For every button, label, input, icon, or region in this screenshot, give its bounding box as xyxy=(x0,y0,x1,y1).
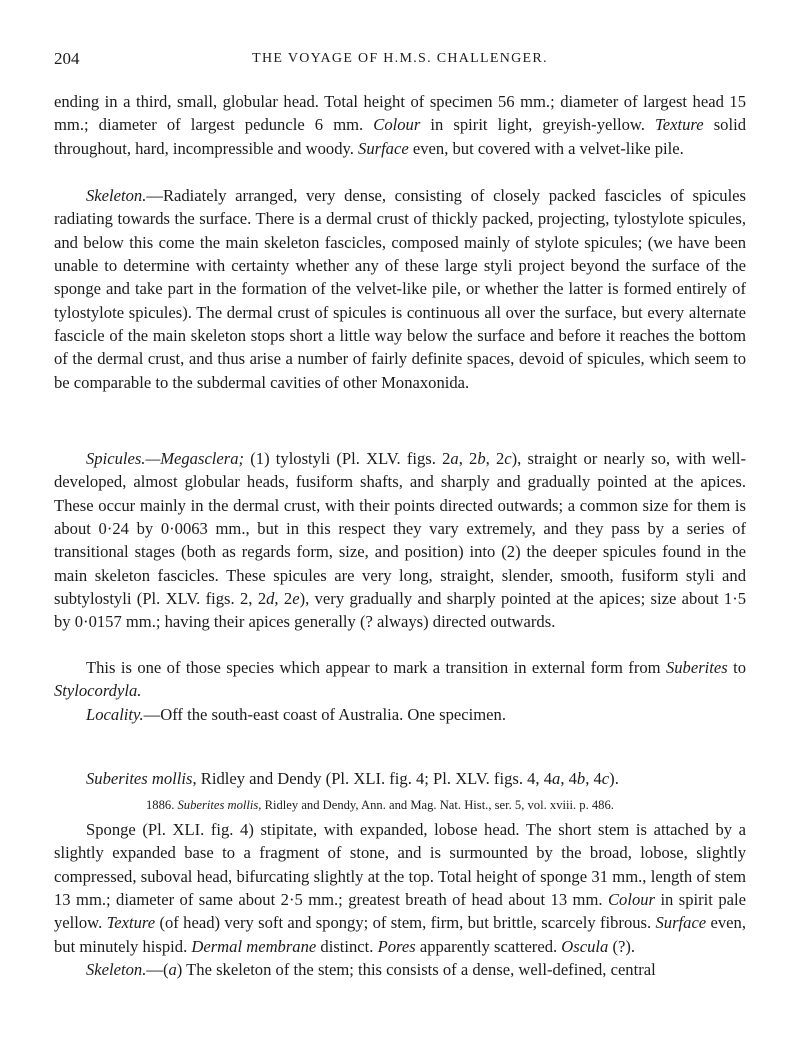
skeleton-label: Skeleton. xyxy=(86,186,147,205)
dermal-membrane-label: Dermal membrane xyxy=(191,936,317,956)
surface-label: Surface xyxy=(655,913,707,933)
spicules-label: Spicules.—Megasclera; xyxy=(86,449,245,468)
pores-label: Pores xyxy=(377,936,416,956)
texture-label: Texture xyxy=(655,115,704,135)
oscula-label: Oscula xyxy=(561,936,609,956)
locality-label: Locality. xyxy=(86,705,144,724)
colour-label: Colour xyxy=(373,115,421,135)
species-heading: Suberites mollis, Ridley and Dendy (Pl. XLI. fig. 4; Pl. XLV. figs. 4, 4a, 4b, 4c). xyxy=(86,769,619,788)
synonymy-citation: 1886. Suberites mollis, Ridley and Dendy, Ann. and Mag. Nat. Hist., ser. 5, vol. xviii. p. 486. xyxy=(146,798,614,812)
page-number: 204 xyxy=(54,49,80,68)
skeleton-paragraph: Skeleton.—Radiately arranged, very dense, consisting of closely packed fascicles of spicules radiating towards the surface. There is a dermal crust of thickly packed, projecting, tylostylote spicules, and below this come the main skeleton fascicles, composed mainly of stylote spicules; (we have been unable to determine with certainty whether any of these large styli project beyond the surface of the sponge and take part in the formation of the velvet-like pile, or whether the latter is formed entirely of tylostylote spicules). The dermal crust of spicules is continuous all over the surface, but every alternate fascicle of the main skeleton stops short a little way below the surface and before it reaches the bottom of the dermal crust, and thus arise a number of fairly definite spaces, devoid of spicules, which seem to be comparable to the subdermal cavities of other Monaxonida. xyxy=(54,186,746,392)
page-header xyxy=(54,49,746,73)
genus-suberites: Suberites xyxy=(665,658,728,677)
running-head: THE VOYAGE OF H.M.S. CHALLENGER. xyxy=(252,51,548,66)
texture-label: Texture xyxy=(106,913,156,933)
skeleton-label: Skeleton. xyxy=(86,960,147,980)
colour-label: Colour xyxy=(607,890,655,910)
locality-paragraph: Locality.—Off the south-east coast of Australia. One specimen. xyxy=(86,705,506,724)
genus-stylocordyla: Stylocordyla. xyxy=(54,681,142,701)
species-name: Suberites mollis xyxy=(86,769,193,788)
species-description-paragraph: Sponge (Pl. XLI. fig. 4) stipitate, with expanded, lobose head. The short stem is attached by a slightly expanded base to a fragment of stone, and is surmounted by the broad, lobose, slightly compressed, suboval head, bifurcating slightly at the top. Total height of sponge 31 mm., length of stem 13 mm.; diameter of same about 2·5 mm.; greatest breath of head about 13 mm. Colour in spirit pale yellow. Texture (of head) very soft and spongy; of stem, firm, but brittle, scarcely fibrous. Surface even, but minutely hispid. Dermal membrane distinct. Pores apparently scattered. Oscula (?). Skeleton.—(a) The skeleton of the stem; this consists of a dense, well-defined, central xyxy=(54,820,746,980)
transition-paragraph: This is one of those species which appear to mark a transition in external form from Suberites to Stylocordyla. xyxy=(54,658,746,701)
specimen-description-paragraph: ending in a third, small, globular head. Total height of specimen 56 mm.; diameter of largest head 15 mm.; diameter of largest peduncle 6 mm. Colour in spirit light, greyish-yellow. Texture solid throughout, hard, incompressible and woody. Surface even, but covered with a velvet-like pile. xyxy=(54,92,746,158)
spicules-paragraph: Spicules.—Megasclera; (1) tylostyli (Pl. XLV. figs. 2a, 2b, 2c), straight or nearly so, with well-developed, almost globular heads, fusiform shafts, and sharply and gradually pointed at the apices. These occur mainly in the dermal crust, with their points directed outwards; a common size for them is about 0·24 by 0·0063 mm., but in this respect they vary extremely, and they pass by a series of transitional stages (both as regards form, size, and position) into (2) the deeper spicules found in the main skeleton fascicles. These spicules are very long, straight, slender, smooth, fusiform styli and subtylostyli (Pl. XLV. figs. 2, 2d, 2e), very gradually and sharply pointed at the apices; size about 1·5 by 0·0157 mm.; having their apices generally (? always) directed outwards. xyxy=(54,449,747,632)
surface-label: Surface xyxy=(358,138,409,158)
